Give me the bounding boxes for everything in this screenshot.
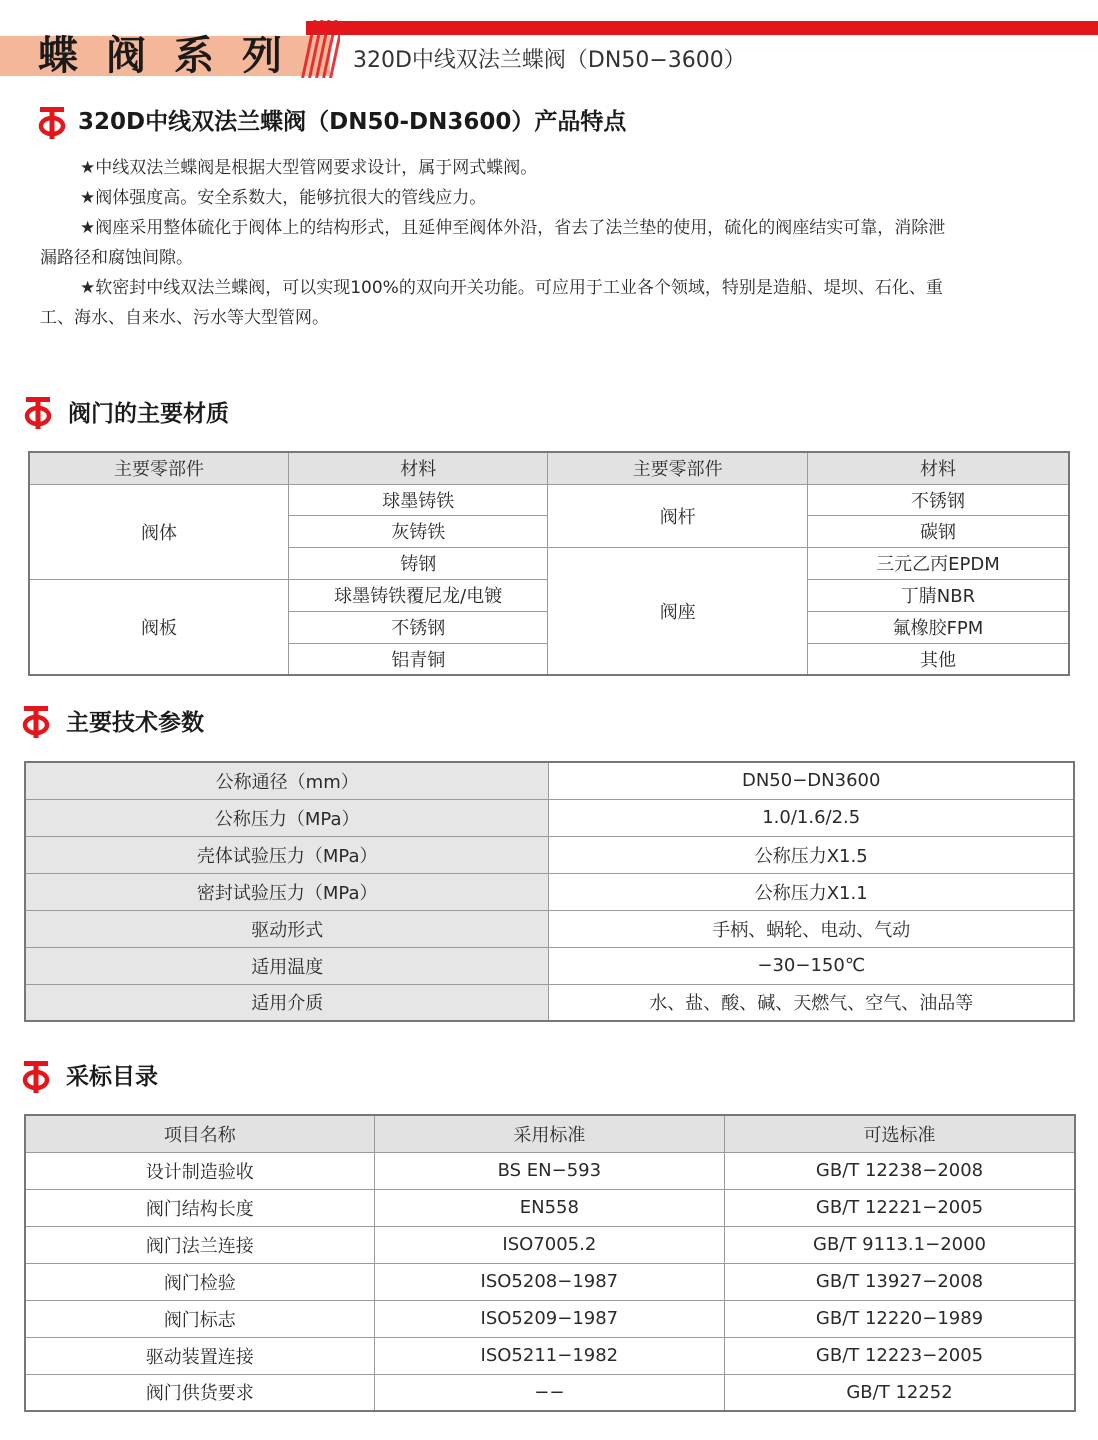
table-row [25,1226,1075,1263]
header-cell: 可选标准 [725,1115,1075,1152]
adopted-standard-cell: −− [374,1374,724,1411]
table-row [25,1263,1075,1300]
part-cell: 阀座 [548,547,807,675]
material-cell: 三元乙丙EPDM [807,547,1069,579]
valve-logo-icon [36,106,68,140]
table-row [25,947,1074,984]
item-cell: 阀门标志 [25,1300,374,1337]
features-title: 320D中线双法兰蝶阀（DN50-DN3600）产品特点 [78,109,627,135]
item-cell: 阀门检验 [25,1263,374,1300]
param-value: −30−150℃ [549,947,1074,984]
material-cell: 丁腈NBR [807,579,1069,611]
table-row [29,484,1069,515]
adopted-standard-cell: ISO5211−1982 [374,1337,724,1374]
material-cell: 其他 [807,643,1069,675]
valve-logo-icon [20,705,52,739]
item-cell: 阀门供货要求 [25,1374,374,1411]
optional-standard-cell: GB/T 13927−2008 [725,1263,1075,1300]
table-row [25,1374,1075,1411]
params-title: 主要技术参数 [66,710,204,736]
param-value: 手柄、蜗轮、电动、气动 [549,910,1074,947]
material-cell: 不锈钢 [288,611,547,643]
table-header-row [29,452,1069,484]
feature-line: ★阀体强度高。安全系数大，能够抗很大的管线应力。 [80,188,487,208]
param-label: 适用温度 [25,947,549,984]
material-cell: 球墨铸铁 [288,484,547,515]
param-label: 公称压力（MPa） [25,799,549,836]
header-cell: 主要零部件 [29,452,288,484]
table-row [25,762,1074,799]
materials-title: 阀门的主要材质 [68,401,229,427]
adopted-standard-cell: EN558 [374,1189,724,1226]
params-table [24,761,1075,1022]
optional-standard-cell: GB/T 12221−2005 [725,1189,1075,1226]
param-value: 1.0/1.6/2.5 [549,799,1074,836]
header-cell: 采用标准 [374,1115,724,1152]
standards-table [24,1114,1076,1412]
param-value: 水、盐、酸、碱、天燃气、空气、油品等 [549,984,1074,1021]
item-cell: 设计制造验收 [25,1152,374,1189]
header-cell: 材料 [288,452,547,484]
header-cell: 材料 [807,452,1069,484]
table-row [25,836,1074,873]
material-cell: 球墨铸铁覆尼龙/电镀 [288,579,547,611]
header-cell: 主要零部件 [548,452,807,484]
standards-title: 采标目录 [66,1064,158,1090]
part-cell: 阀杆 [548,484,807,547]
param-value: 公称压力X1.5 [549,836,1074,873]
table-row [25,799,1074,836]
item-cell: 阀门结构长度 [25,1189,374,1226]
table-row [25,1189,1075,1226]
feature-line: ★阀座采用整体硫化于阀体上的结构形式，且延伸至阀体外沿，省去了法兰垫的使用，硫化的阀座结实可靠，消除泄 [80,218,946,238]
feature-line: 工、海水、自来水、污水等大型管网。 [40,308,329,328]
material-cell: 碳钢 [807,515,1069,547]
table-row [25,910,1074,947]
table-row [25,1152,1075,1189]
valve-logo-icon [20,1060,52,1094]
table-row [25,984,1074,1021]
feature-line: ★软密封中线双法兰蝶阀，可以实现100%的双向开关功能。可应用于工业各个领域，特别是造船、堤坝、石化、重 [80,278,943,298]
features-text [40,153,1070,333]
param-label: 适用介质 [25,984,549,1021]
series-title: 蝶阀系列 [38,32,310,79]
part-cell: 阀体 [29,484,288,579]
table-header-row [25,1115,1075,1152]
header-cell: 项目名称 [25,1115,374,1152]
adopted-standard-cell: ISO5208−1987 [374,1263,724,1300]
optional-standard-cell: GB/T 12223−2005 [725,1337,1075,1374]
model-title: 320D中线双法兰蝶阀（DN50−3600） [353,48,746,73]
adopted-standard-cell: ISO5209−1987 [374,1300,724,1337]
material-cell: 灰铸铁 [288,515,547,547]
table-row [25,1300,1075,1337]
valve-logo-icon [22,396,54,430]
param-value: DN50−DN3600 [549,762,1074,799]
table-row [25,873,1074,910]
feature-line: ★中线双法兰蝶阀是根据大型管网要求设计，属于网式蝶阀。 [80,158,538,178]
optional-standard-cell: GB/T 12252 [725,1374,1075,1411]
adopted-standard-cell: BS EN−593 [374,1152,724,1189]
part-cell: 阀板 [29,579,288,675]
header-red-bar [306,21,1098,35]
param-value: 公称压力X1.1 [549,873,1074,910]
param-label: 密封试验压力（MPa） [25,873,549,910]
param-label: 壳体试验压力（MPa） [25,836,549,873]
optional-standard-cell: GB/T 12220−1989 [725,1300,1075,1337]
adopted-standard-cell: ISO7005.2 [374,1226,724,1263]
optional-standard-cell: GB/T 9113.1−2000 [725,1226,1075,1263]
item-cell: 阀门法兰连接 [25,1226,374,1263]
table-row [25,1337,1075,1374]
optional-standard-cell: GB/T 12238−2008 [725,1152,1075,1189]
material-cell: 铝青铜 [288,643,547,675]
param-label: 公称通径（mm） [25,762,549,799]
material-cell: 不锈钢 [807,484,1069,515]
param-label: 驱动形式 [25,910,549,947]
item-cell: 驱动装置连接 [25,1337,374,1374]
material-cell: 铸钢 [288,547,547,579]
material-cell: 氟橡胶FPM [807,611,1069,643]
feature-line: 漏路径和腐蚀间隙。 [40,248,193,268]
materials-table [28,451,1070,676]
